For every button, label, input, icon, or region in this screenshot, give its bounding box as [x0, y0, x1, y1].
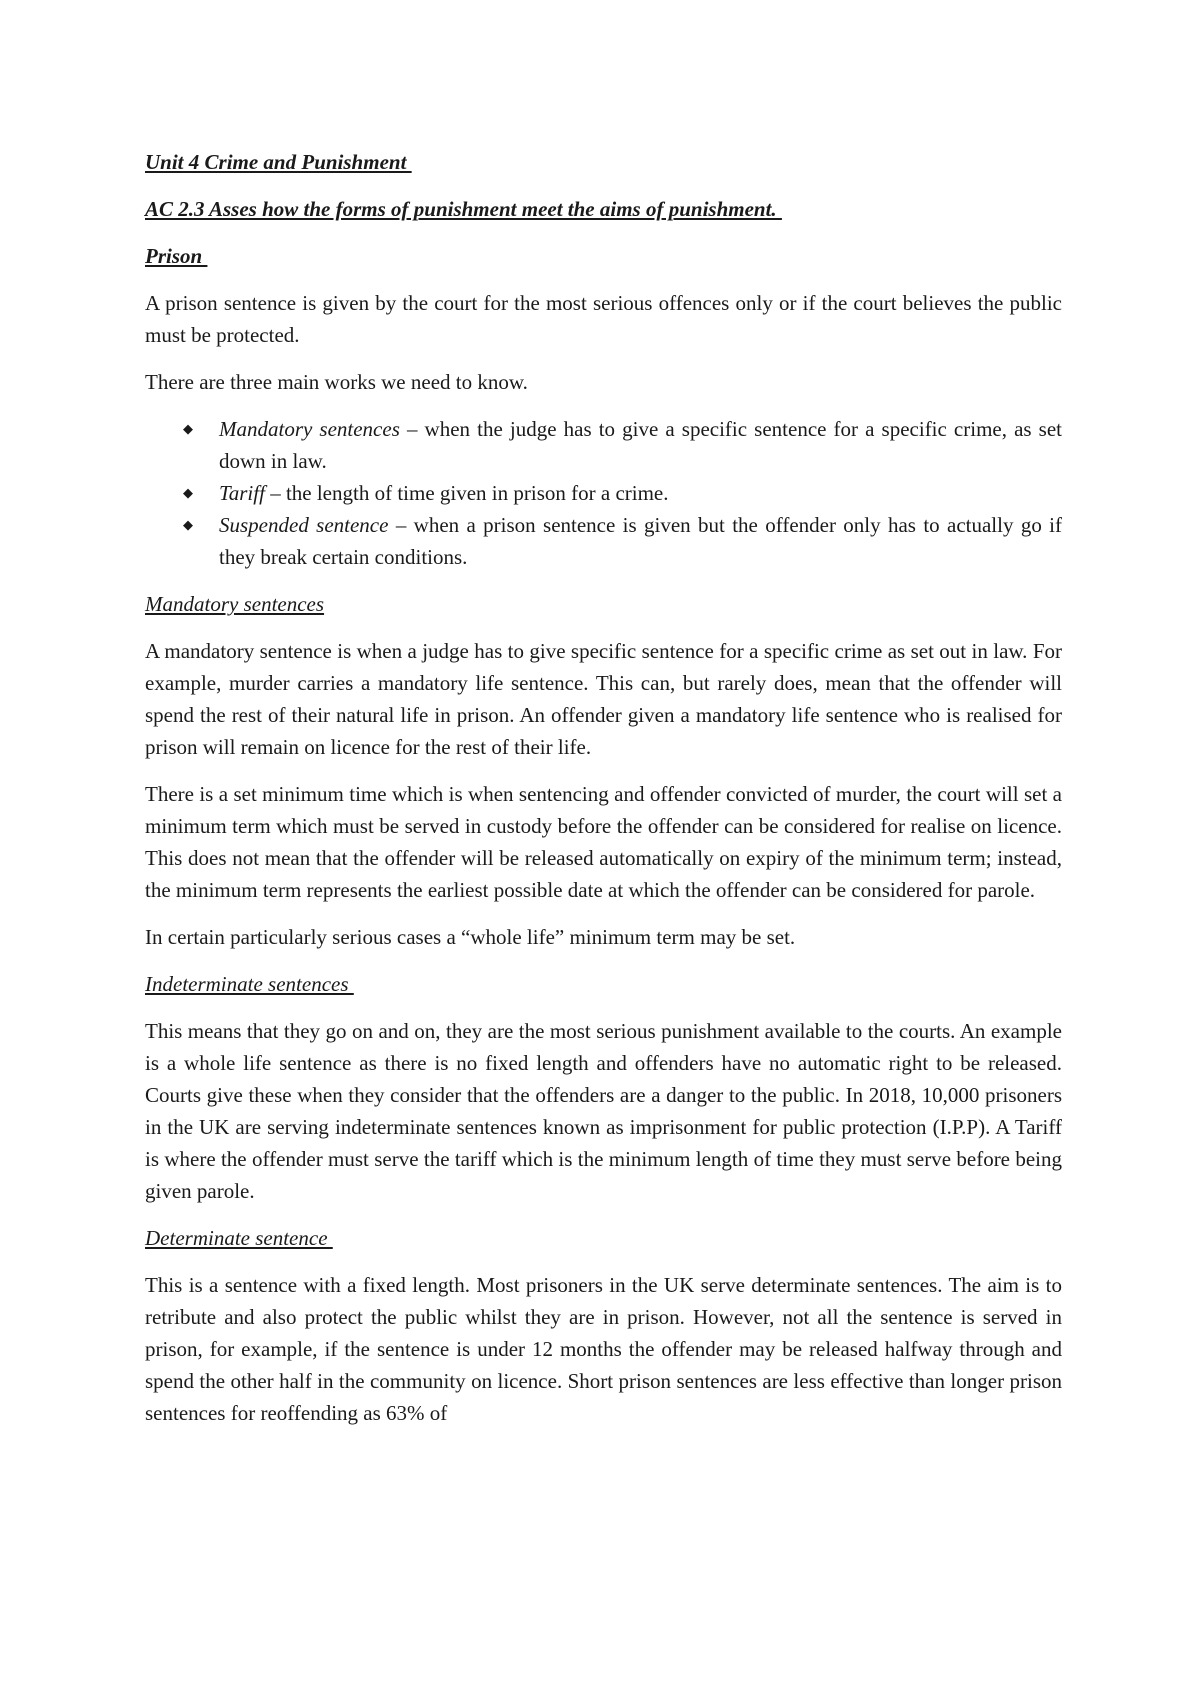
indeterminate-paragraph: This means that they go on and on, they are the most serious punishment available to the courts. An example is a whole life sentence as there is no fixed length and offenders have no automatic right to be released. Courts give these when they consider that the offenders are a danger to the public. In 2018, 10,000 prisoners in the UK are serving indeterminate sentences known as imprisonment for public protection (I.P.P). A Tariff is where the offender must serve the tariff which is the minimum length of time they must serve before being given parole.: [145, 1019, 1062, 1203]
list-item-text: – the length of time given in prison for a crime.: [264, 481, 669, 505]
indeterminate-heading: Indeterminate sentences: [145, 972, 354, 996]
mandatory-paragraph-3: In certain particularly serious cases a “whole life” minimum term may be set.: [145, 925, 796, 949]
prison-intro-paragraph: A prison sentence is given by the court for the most serious offences only or if the court believes the public must be protected.: [145, 291, 1062, 347]
list-item: [145, 477, 1062, 509]
list-item-text: – when a prison sentence is given but the offender only has to actually go if they break certain conditions.: [219, 513, 1063, 569]
list-item-term: Mandatory sentences: [219, 417, 400, 441]
diamond-bullet-icon: ◆: [183, 421, 193, 436]
list-item-term: Suspended sentence: [219, 513, 389, 537]
sentence-types-list: [145, 413, 1062, 573]
list-item: [145, 413, 1062, 477]
document-subtitle: AC 2.3 Asses how the forms of punishment meet the aims of punishment.: [145, 197, 782, 221]
determinate-heading: Determinate sentence: [145, 1226, 333, 1250]
document-page: [145, 146, 1062, 1444]
list-item-text: – when the judge has to give a specific sentence for a specific crime, as set down in law.: [219, 417, 1062, 473]
document-title: Unit 4 Crime and Punishment: [145, 150, 412, 174]
mandatory-paragraph-1: A mandatory sentence is when a judge has to give specific sentence for a specific crime as set out in law. For example, murder carries a mandatory life sentence. This can, but rarely does, mean that the offender will spend the rest of their natural life in prison. An offender given a mandatory life sentence who is realised for prison will remain on licence for the rest of their life.: [145, 639, 1062, 759]
mandatory-paragraph-2: There is a set minimum time which is when sentencing and offender convicted of murder, the court will set a minimum term which must be served in custody before the offender can be considered for realise on licence. This does not mean that the offender will be released automatically on expiry of the minimum term; instead, the minimum term represents the earliest possible date at which the offender can be considered for parole.: [145, 782, 1062, 902]
list-item-term: Tariff: [219, 481, 265, 505]
prison-heading: Prison: [145, 244, 208, 268]
mandatory-heading: Mandatory sentences: [145, 592, 325, 616]
diamond-bullet-icon: ◆: [183, 485, 193, 500]
determinate-paragraph: This is a sentence with a fixed length. Most prisoners in the UK serve determinate sentences. The aim is to retribute and also protect the public whilst they are in prison. However, not all the sentence is served in prison, for example, if the sentence is under 12 months the offender may be released halfway through and spend the other half in the community on licence. Short prison sentences are less effective than longer prison sentences for reoffending as 63% of: [145, 1273, 1062, 1425]
diamond-bullet-icon: ◆: [183, 517, 193, 532]
list-item: [145, 509, 1062, 573]
three-works-paragraph: There are three main works we need to know.: [145, 370, 528, 394]
